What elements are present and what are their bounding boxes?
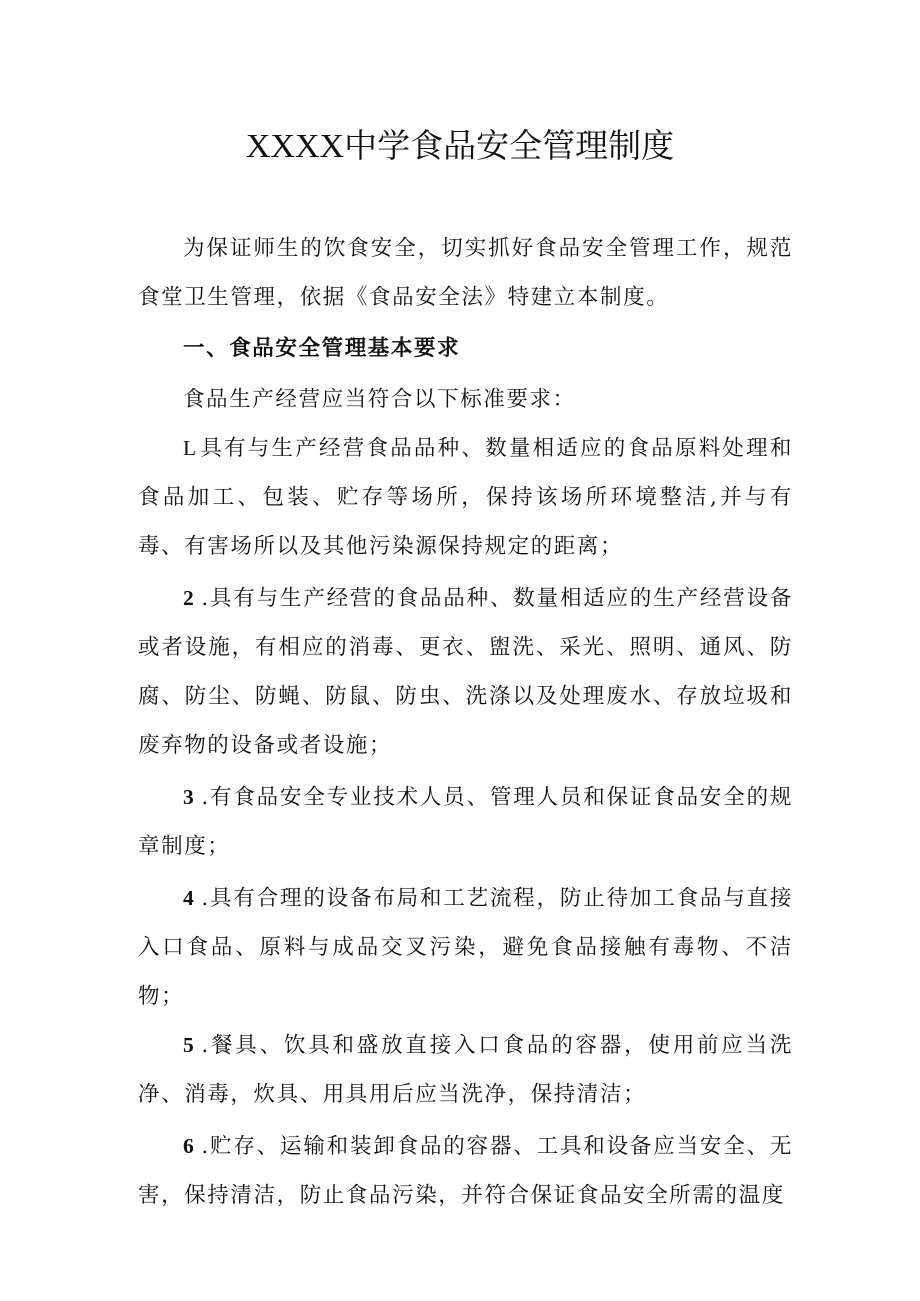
list-item-3 (138, 773, 793, 871)
lead-paragraph: 食品生产经营应当符合以下标准要求： (183, 387, 576, 412)
list-item-text: .有食品安全专业技术人员、管理人员和保证食品安全的规章制度； (138, 785, 793, 859)
title-prefix: XXXX (245, 128, 345, 165)
title-main: 中学食品安全管理制度 (344, 126, 675, 165)
list-item-number: L (183, 436, 198, 460)
list-item-text: .贮存、运输和装卸食品的容器、工具和设备应当安全、无害，保持清洁，防止食品污染，并符合保证食品安全所需的温度 (138, 1134, 793, 1208)
list-item-number: 3 (183, 785, 196, 809)
list-item-text: 具有与生产经营食品品种、数量相适应的食品原料处理和食品加工、包装、贮存等场所，保持该场所环境整洁,并与有毒、有害场所以及其他污染源保持规定的距离； (138, 436, 793, 559)
list-item-text: .具有与生产经营的食品品种、数量相适应的生产经营设备或者设施，有相应的消毒、更衣、盥洗、采光、照明、通风、防腐、防尘、防蝇、防鼠、防虫、洗涤以及处理废水、存放垃圾和废弃物的设备或者设施； (138, 586, 793, 758)
list-item-4 (138, 874, 793, 1021)
list-item-text: .餐具、饮具和盛放直接入口食品的容器，使用前应当洗净、消毒，炊具、用具用后应当洗净，保持清洁； (138, 1033, 793, 1107)
list-item-text: .具有合理的设备布局和工艺流程，防止待加工食品与直接入口食品、原料与成品交叉污染，避免食品接触有毒物、不洁物； (138, 886, 793, 1009)
document-body (138, 224, 793, 1220)
list-item-number: 5 (183, 1033, 196, 1057)
list-item-2 (138, 574, 793, 770)
list-item-number: 2 (183, 586, 196, 610)
list-item-6 (138, 1122, 793, 1220)
list-item-number: 4 (183, 886, 196, 910)
list-item-1 (138, 424, 793, 571)
list-item-number: 6 (183, 1134, 196, 1158)
document-title (0, 124, 920, 169)
list-item-5 (138, 1021, 793, 1119)
intro-paragraph: 为保证师生的饮食安全，切实抓好食品安全管理工作，规范食堂卫生管理，依据《食品安全法》特建立本制度。 (138, 236, 793, 310)
section-heading: 一、食品安全管理基本要求 (183, 336, 461, 361)
